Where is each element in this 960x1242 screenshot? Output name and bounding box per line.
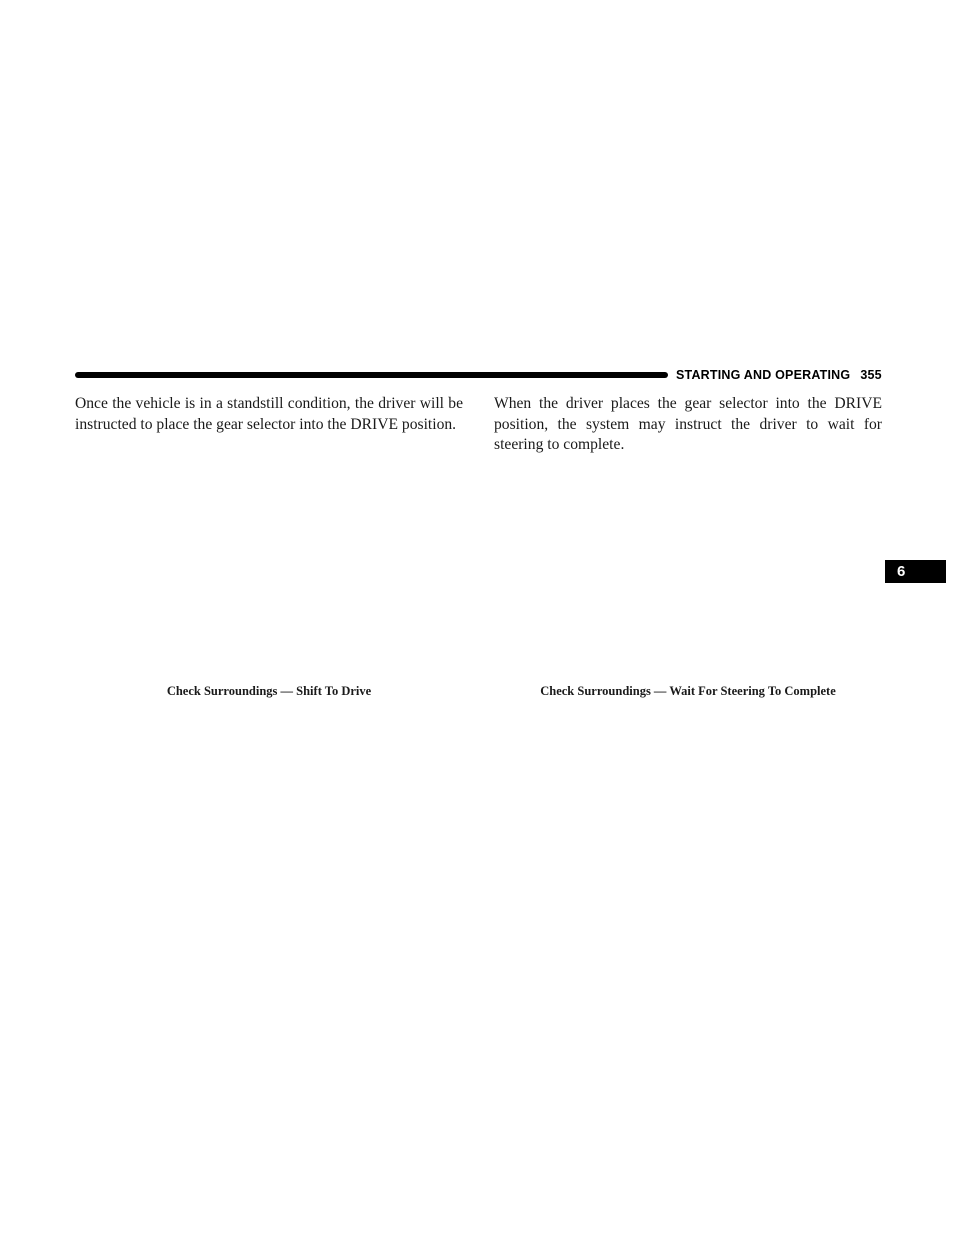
running-header: [676, 366, 882, 384]
left-paragraph: Once the vehicle is in a standstill condition, the driver will be instructed to place the gear selector into the DRIVE position.: [75, 395, 463, 433]
header-rule: [75, 372, 668, 378]
right-figure-caption: Check Surroundings — Wait For Steering To Complete: [540, 684, 836, 698]
chapter-number: 6: [897, 563, 906, 580]
chapter-tab: [885, 560, 946, 583]
right-paragraph: When the driver places the gear selector into the DRIVE position, the system may instruct the driver to wait for steering to complete.: [494, 395, 882, 454]
left-figure-caption: Check Surroundings — Shift To Drive: [166, 684, 372, 698]
section-title: STARTING AND OPERATING: [676, 368, 851, 382]
page-number: 355: [860, 368, 882, 382]
